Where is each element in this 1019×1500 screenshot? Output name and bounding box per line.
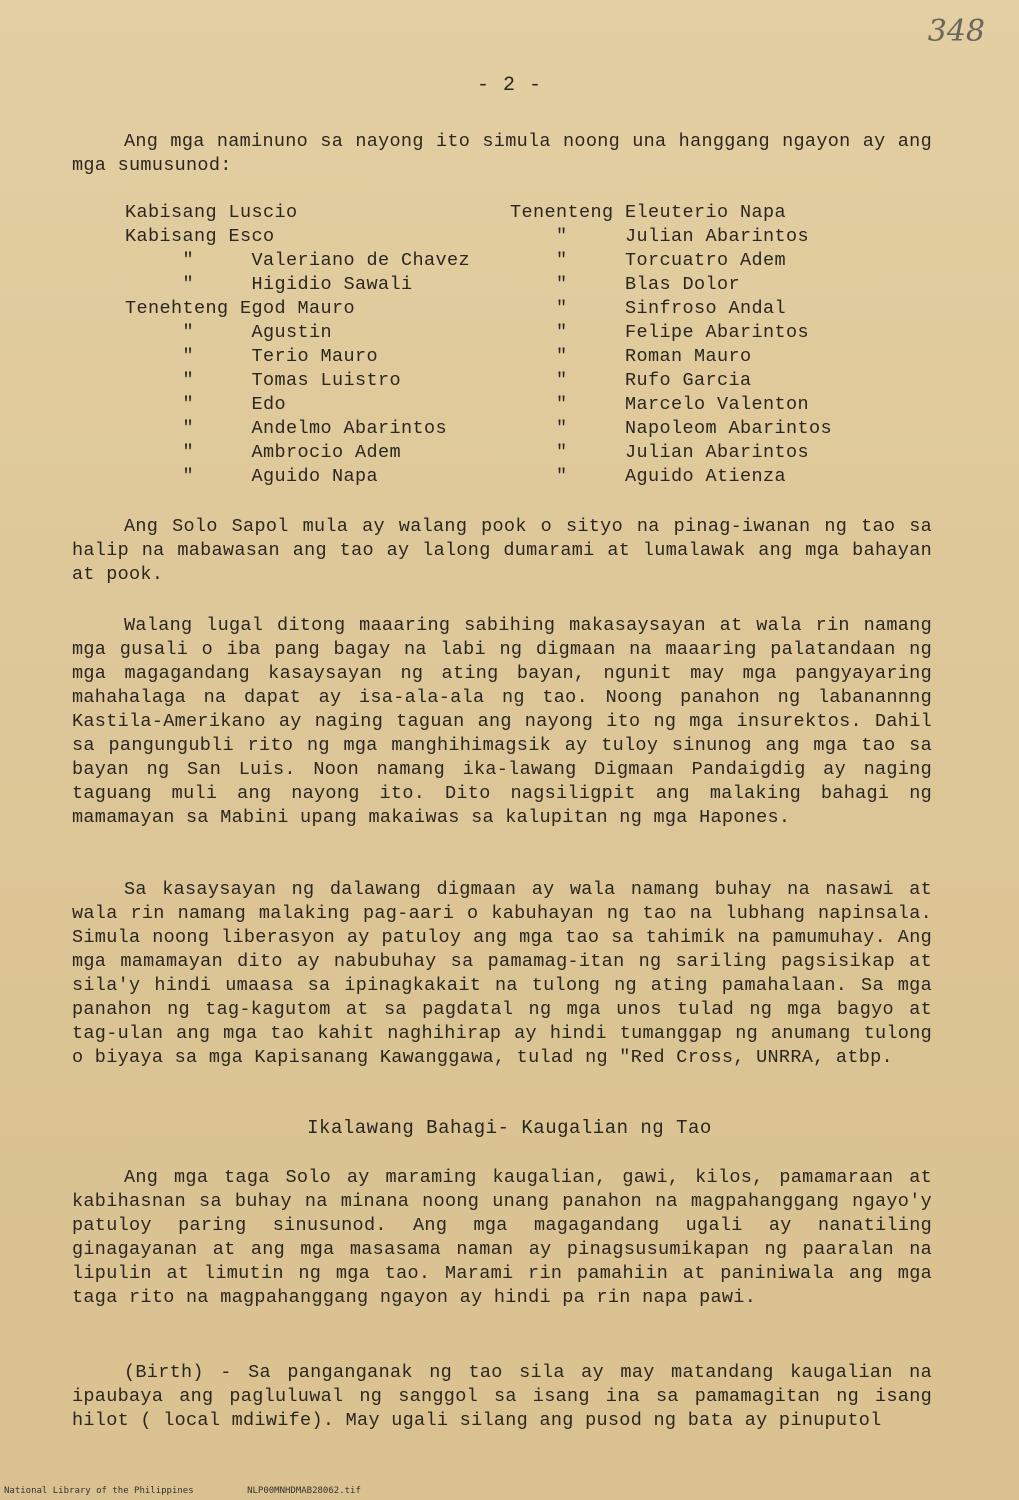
paragraph-text: Walang lugal ditong maaaring sabihing makasaysayan at wala rin namang mga gusali o iba pang bagay na labi ng digmaan na maaaring palatandaan ng mga magagandang kasaysayan ng ating bayan, ngunit may mga pangyayaring mahahalaga na dapat ay isa-ala-ala ng tao. Noong panahon ng labanannng Kastila-Amerikano ay naging taguan ang nayong ito ng mga insurektos. Dahil sa pangungubli rito ng mga manghihimagsik ay tuloy sinunog ang mga tao sa bayan ng San Luis. Noon namang ika-lawang Digmaan Pandaigdig ay naging taguang muli ang nayong ito. Dito nagsiligpit ang malaking bahagi ng mamamayan sa Mabini upang makaiwas sa kalupitan ng mga Hapones.	[72, 615, 932, 828]
paragraph-text: Ang mga taga Solo ay maraming kaugalian, gawi, kilos, pamamaraan at kabihasnan sa buhay na minana noong unang panahon na magpahanggang ngayo'y patuloy paring sinusunod. Ang mga magagandang ugali ay nanatiling ginagayanan at ang mga masasama naman ay pinagsusumikapan ng paaralan na lipulin at limutin ng mga tao. Marami rin pamahiin at paniniwala ang mga taga rito na magpahanggang ngayon ay hindi pa rin napa pawi.	[72, 1167, 932, 1308]
leader-entry: " Edo	[125, 394, 287, 415]
paragraph-customs	[72, 1166, 932, 1310]
leader-entry: " Roman Mauro	[510, 346, 752, 367]
leader-entry: " Andelmo Abarintos	[125, 418, 448, 439]
leader-entry: Tenenteng Eleuterio Napa	[510, 202, 787, 223]
leader-entry: " Julian Abarintos	[510, 226, 810, 247]
leader-entry: " Agustin	[125, 322, 333, 343]
leader-entry: " Julian Abarintos	[510, 442, 810, 463]
intro-paragraph	[72, 130, 932, 178]
intro-text: Ang mga naminuno sa nayong ito simula noong una hanggang ngayon ay ang mga sumusunod:	[72, 131, 932, 176]
footer-filename: NLP00MNHDMAB28062.tif	[247, 1486, 361, 1496]
paragraph-solo-sapol	[72, 515, 932, 587]
leader-entry: " Felipe Abarintos	[510, 322, 810, 343]
leader-entry: " Rufo Garcia	[510, 370, 752, 391]
paragraph-history	[72, 614, 932, 830]
paragraph-text: (Birth) - Sa panganganak ng tao sila ay may matandang kaugalian na ipaubaya ang pagluluwal ng sanggol sa isang ina sa pamamagitan ng isang hilot ( local mdiwife). May ugali silang ang pusod ng bata ay pinuputol	[72, 1362, 932, 1431]
footer-library: National Library of the Philippines	[4, 1486, 194, 1496]
paragraph-text: Ang Solo Sapol mula ay walang pook o sityo na pinag-iwanan ng tao sa halip na mabawasan ang tao ay lalong dumarami at lumalawak ang mga bahayan at pook.	[72, 516, 932, 585]
paragraph-wars	[72, 878, 932, 1070]
leader-entry: " Aguido Atienza	[510, 466, 787, 487]
leader-entry: " Tomas Luistro	[125, 370, 402, 391]
leader-entry: " Blas Dolor	[510, 274, 741, 295]
handwritten-page-number: 348	[927, 14, 985, 49]
leader-entry: " Sinfroso Andal	[510, 298, 787, 319]
leader-entry: " Marcelo Valenton	[510, 394, 810, 415]
leader-entry: " Valeriano de Chavez	[125, 250, 471, 271]
section-title: Ikalawang Bahagi- Kaugalian ng Tao	[307, 1117, 712, 1139]
leader-entry: " Terio Mauro	[125, 346, 379, 367]
paragraph-text: Sa kasaysayan ng dalawang digmaan ay wala namang buhay na nasawi at wala rin namang malaking pag-aari o kabuhayan ng tao na lubhang napinsala. Simula noong liberasyon ay patuloy ang mga tao sa tahimik na pamumuhay. Ang mga mamamayan dito ay nabubuhay sa pamamag-itan ng sariling pagsisikap at sila'y hindi umaasa sa ipinagkakait na tulong ng ating pamahalaan. Sa mga panahon ng tag-kagutom at sa pagdatal ng mga unos tulad ng mga bagyo at tag-ulan ang mga tao kahit naghihirap ay hindi tumanggap ng anumang tulong o biyaya sa mga Kapisanang Kawanggawa, tulad ng "Red Cross, UNRRA, atbp.	[72, 879, 932, 1068]
leader-entry: " Aguido Napa	[125, 466, 379, 487]
scan-footer	[4, 1486, 409, 1496]
paragraph-birth	[72, 1361, 932, 1433]
leader-entry: Kabisang Esco	[125, 226, 275, 247]
leader-entry: " Ambrocio Adem	[125, 442, 402, 463]
page-number: - 2 -	[476, 74, 542, 97]
leader-entry: Tenehteng Egod Mauro	[125, 298, 356, 319]
leader-entry: " Higidio Sawali	[125, 274, 413, 295]
leader-entry: " Torcuatro Adem	[510, 250, 787, 271]
leaders-list-right	[510, 201, 832, 489]
leaders-list-left	[125, 201, 470, 489]
leader-entry: " Napoleom Abarintos	[510, 418, 833, 439]
leader-entry: Kabisang Luscio	[125, 202, 298, 223]
